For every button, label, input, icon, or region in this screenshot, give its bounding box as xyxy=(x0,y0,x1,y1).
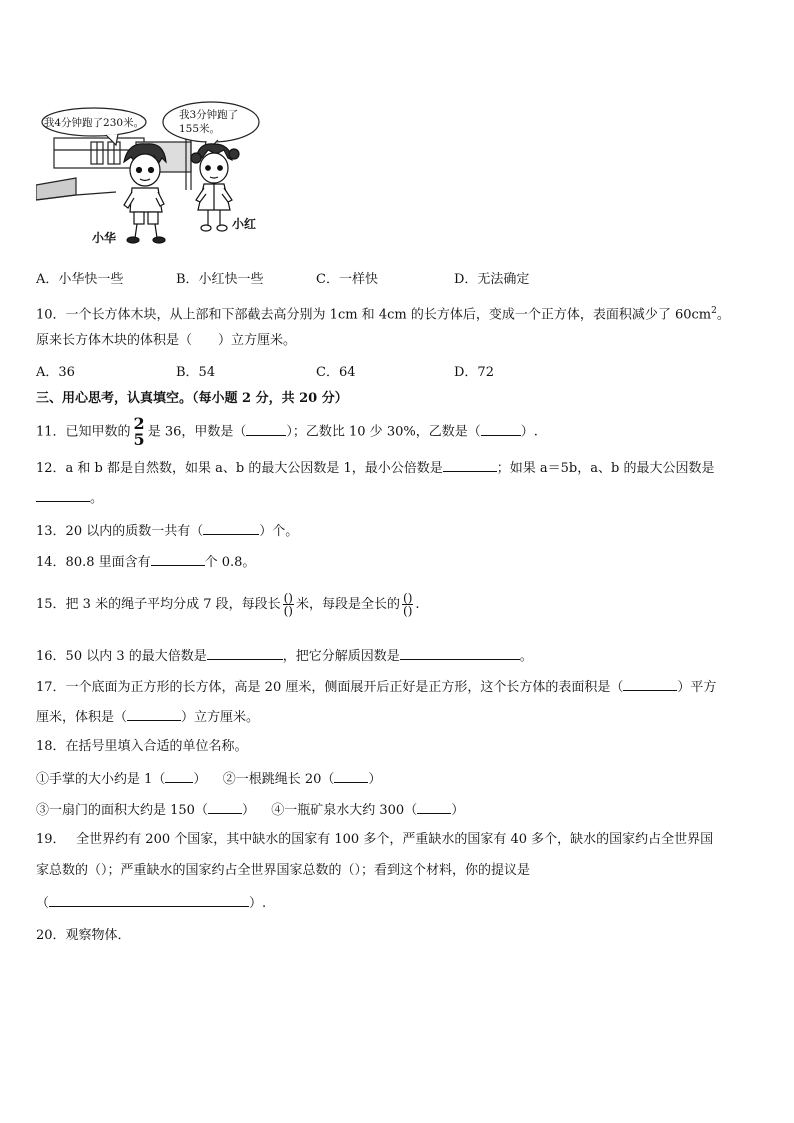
q15-fraction-1[interactable]: $\frac{()}{()}$ xyxy=(283,591,293,618)
q12-line1: 12．a 和 b 都是自然数，如果 a、b 的最大公因数是 1，最小公倍数是 ；如果 a＝5b，a、b 的最大公因数是 xyxy=(36,457,714,479)
q18-blank-1[interactable] xyxy=(165,768,193,783)
boy-figure xyxy=(124,144,166,243)
section3-title: 三、用心思考，认真填空。（每小题 2 分，共 20 分） xyxy=(36,391,348,406)
q14: 14．80.8 里面含有 个 0.8。 xyxy=(36,551,255,573)
q16-blank-1[interactable] xyxy=(207,645,283,660)
q10-choice-d[interactable]: D．72 xyxy=(454,365,494,380)
q14-blank[interactable] xyxy=(151,551,205,566)
q18-row1: ①手掌的大小约是 1（ ） ②一根跳绳长 20（ ） xyxy=(36,768,381,790)
q10-choices xyxy=(36,363,494,383)
q18-title: 18．在括号里填入合适的单位名称。 xyxy=(36,739,248,754)
q17-blank-1[interactable] xyxy=(623,676,677,691)
speech-bubble-right xyxy=(163,102,259,142)
q19-line3: （ ）. xyxy=(36,892,266,914)
girl-label: 小红 xyxy=(232,217,257,231)
q12-blank-1[interactable] xyxy=(443,457,497,472)
q17-line2: 厘米，体积是（ ）立方厘米。 xyxy=(36,706,259,728)
q18-row2: ③一扇门的面积大约是 150（ ） ④一瓶矿泉水大约 300（ ） xyxy=(36,799,464,821)
q11-blank-2[interactable] xyxy=(481,421,521,436)
runners-illustration xyxy=(36,100,276,250)
q10-choice-a[interactable]: A．36 xyxy=(36,365,75,380)
q11-blank-1[interactable] xyxy=(246,421,286,436)
q13: 13．20 以内的质数一共有（ ）个。 xyxy=(36,520,298,542)
q17-blank-2[interactable] xyxy=(127,706,181,721)
q18-blank-3[interactable] xyxy=(208,799,242,814)
q9-choice-d[interactable]: D．无法确定 xyxy=(454,272,530,287)
boy-label: 小华 xyxy=(92,231,117,245)
q11: 11．已知甲数的 2 5 是 36，甲数是（ ）；乙数比 10 少 30%，乙数是（ ）. xyxy=(36,414,538,449)
q9-choice-c[interactable]: C．一样快 xyxy=(316,272,378,287)
q15-fraction-2[interactable]: $\frac{()}{()}$ xyxy=(403,591,413,618)
q18-blank-4[interactable] xyxy=(417,799,451,814)
bubble-right-text-1: 我3分钟跑了 xyxy=(179,109,239,121)
bubble-right-text-2: 155米。 xyxy=(179,123,221,135)
q12-blank-2[interactable] xyxy=(36,487,90,502)
q12-line2: 。 xyxy=(36,487,103,509)
q19-line1: 19． 全世界约有 200 个国家，其中缺水的国家有 100 多个，严重缺水的国家有 40 多个，缺水的国家约占全世界国 xyxy=(36,832,714,847)
q16-blank-2[interactable] xyxy=(400,645,520,660)
q10-line1: 10．一个长方体木块，从上部和下部截去高分别为 1cm 和 4cm 的长方体后，变成一个正方体，表面积减少了 $60cm^2$。 xyxy=(36,306,730,323)
q9-choice-b[interactable]: B．小红快一些 xyxy=(176,272,264,287)
q17-line1: 17．一个底面为正方形的长方体，高是 20 厘米，侧面展开后正好是正方形，这个长方体的表面积是（ ）平方 xyxy=(36,676,716,698)
q19-line2: 家总数的（）；严重缺水的国家约占全世界国家总数的（）；看到这个材料，你的提议是 xyxy=(36,863,531,878)
q16: 16．50 以内 3 的最大倍数是 ，把它分解质因数是 。 xyxy=(36,645,533,667)
q10-choice-b[interactable]: B．54 xyxy=(176,365,216,380)
q19-blank[interactable] xyxy=(49,892,249,907)
q15: 15．把 3 米的绳子平均分成 7 段，每段长 $\frac{()}{()}$ 米，每段是全长的 $\frac{()}{()}$ . xyxy=(36,591,420,618)
q13-blank[interactable] xyxy=(203,520,259,535)
q20: 20．观察物体． xyxy=(36,928,131,943)
bubble-left-text: 我4分钟跑了230米。 xyxy=(43,117,145,129)
q11-fraction: 2 5 xyxy=(133,414,145,449)
q10-line2: 原来长方体木块的体积是（ ）立方厘米。 xyxy=(36,333,297,348)
q9-choices xyxy=(36,270,529,290)
q9-choice-a[interactable]: A．小华快一些 xyxy=(36,272,124,287)
q10-choice-c[interactable]: C．64 xyxy=(316,365,356,380)
q18-blank-2[interactable] xyxy=(334,768,368,783)
